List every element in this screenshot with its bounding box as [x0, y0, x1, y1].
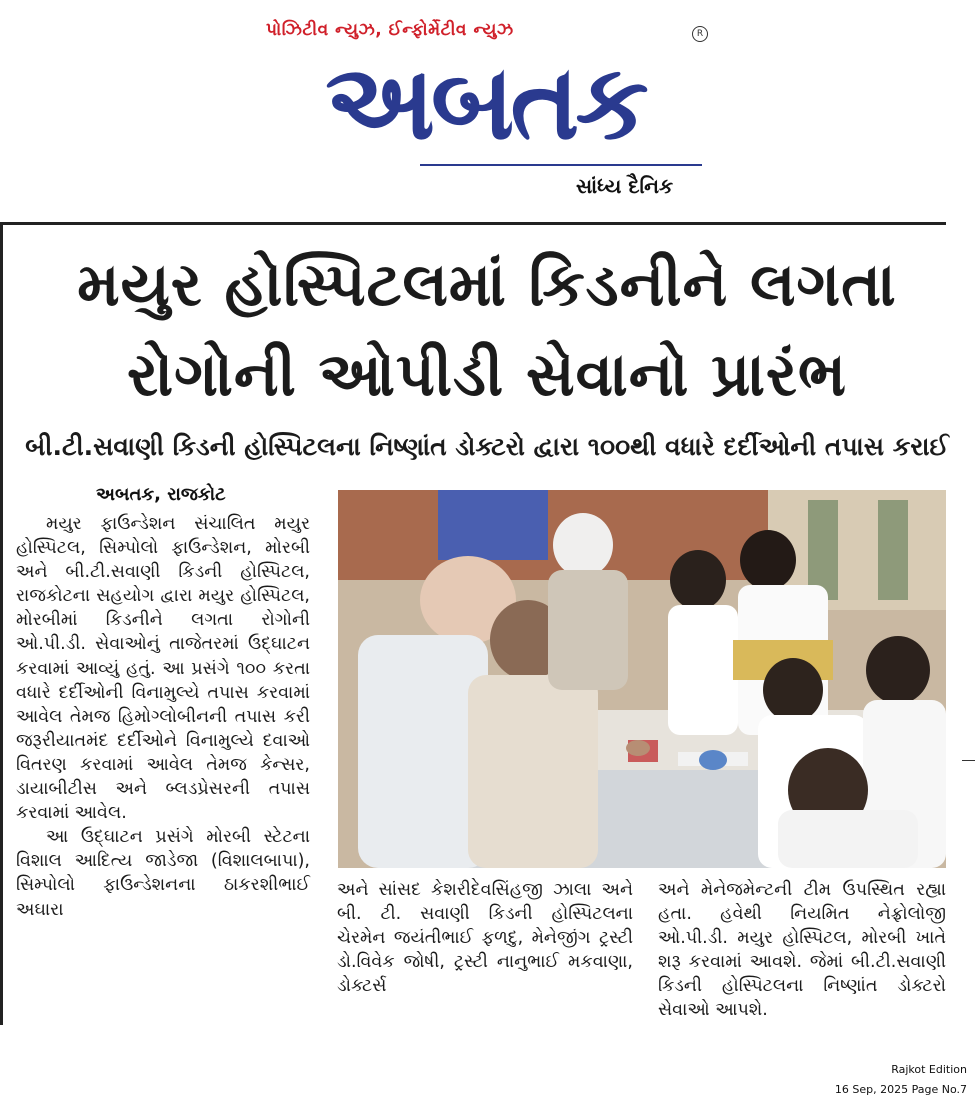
left-column-rule	[0, 225, 3, 1025]
article-column-2	[337, 878, 633, 998]
headline-line-1: મયુર હોસ્પિટલમાં કિડનીને લગતા	[77, 250, 897, 320]
masthead	[0, 0, 975, 225]
dateline: અબતક, રાજકોટ	[96, 484, 226, 505]
subheadline: બી.ટી.સવાણી કિડની હોસ્પિટલના નિષ્ણાંત ડોક્ટરો દ્વારા ૧૦૦થી વધારે દર્દીઓની તપાસ કરાઈ	[25, 432, 949, 461]
paragraph: અને મેનેજમેન્ટની ટીમ ઉપસ્થિત રહ્યા હતા. હવેથી નિયમિત નેફ્રોલોજી ઓ.પી.ડી. મયુર હોસ્પિટલ, મોરબી ખાતે શરૂ કરવામાં આવશે. જેમાં બી.ટી.સવાણી કિડની હોસ્પિટલના નિષ્ણાંત ડોક્ટરો સેવાઓ આપશે.	[658, 880, 946, 1021]
masthead-tagline: પોઝિટીવ ન્યુઝ, ઈન્ફોર્મેટીવ ન્યુઝ	[266, 20, 514, 40]
logo-underline	[420, 164, 702, 166]
edition-info	[835, 1060, 967, 1100]
registered-mark-icon: R	[692, 26, 708, 42]
edition-date-page: 16 Sep, 2025 Page No.7	[834, 1083, 967, 1096]
medical-camp-photo	[338, 490, 946, 868]
edition-name: Rajkot Edition	[891, 1063, 967, 1076]
newspaper-logo: અબતક	[325, 41, 645, 163]
masthead-subtitle: સાંધ્ય દૈનિક	[576, 174, 674, 198]
paragraph: મયુર ફાઉન્ડેશન સંચાલિત મયુર હોસ્પિટલ, સિમ્પોલો ફાઉન્ડેશન, મોરબી અને બી.ટી.સવાણી કિડની હોસ્પિટલ, રાજકોટના સહયોગ દ્વારા મયુર હોસ્પિટલ, મોરબીમાં કિડનીને લગતા રોગોની ઓ.પી.ડી. સેવાઓનું તાજેતરમાં ઉદ્ઘાટન કરવામાં આવ્યું હતું. આ પ્રસંગે ૧૦૦ કરતા વધારે દર્દીઓની વિનામુલ્યે તપાસ કરવામાં આવેલ તેમજ હિમોગ્લોબીનની તપાસ કરી જરૂરીયાતમંદ દર્દીઓને વિનામુલ્યે દવાઓ વિતરણ કરવામાં આવેલ તેમજ કેન્સર, ડાયાબીટીસ અને બ્લડપ્રેસરની તપાસ કરવામાં આવેલ.	[16, 514, 310, 824]
paragraph: આ ઉદ્ઘાટન પ્રસંગે મોરબી સ્ટેટના વિશાલ આદિત્ય જાડેજા (વિશાલબાપા), સિમ્પોલો ફાઉન્ડેશનના ઠાકરશીભાઈ અઘારા	[16, 827, 310, 920]
headline-line-2: રોગોની ઓપીડી સેવાનો પ્રારંભ	[127, 340, 847, 410]
article-column-3	[658, 878, 946, 1023]
article-column-1	[16, 512, 310, 1052]
paragraph: અને સાંસદ કેશરીદેવસિંહજી ઝાલા અને બી. ટી. સવાણી કિડની હોસ્પિટલના ચેરમેન જયંતીભાઈ ફળદુ, મેનેજીંગ ટ્રસ્ટી ડો.વિવેક જોષી, ટ્રસ્ટી નાનુભાઈ મકવાણા, ડોક્ટર્સ	[337, 880, 633, 997]
news-photo	[338, 490, 946, 868]
margin-tick	[962, 760, 975, 761]
masthead-divider	[0, 222, 946, 225]
